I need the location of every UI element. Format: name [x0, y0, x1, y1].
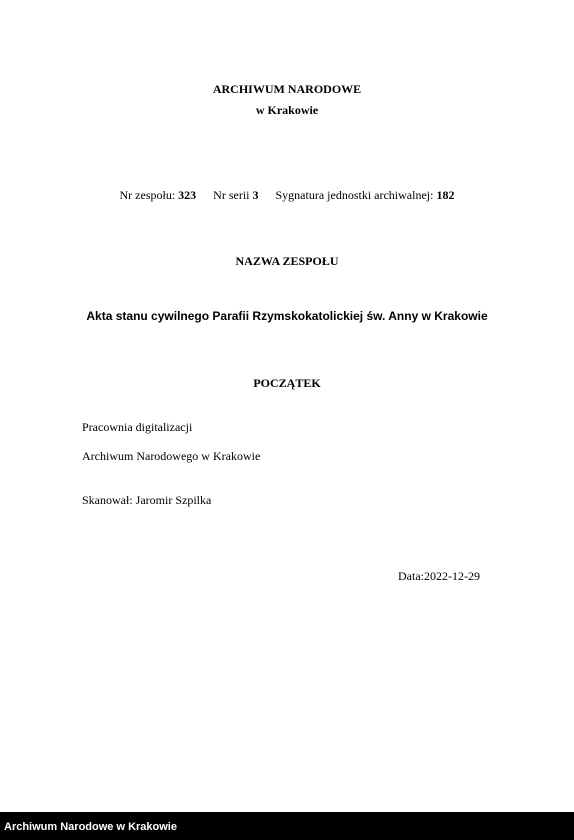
start-heading: POCZĄTEK	[253, 376, 321, 390]
fonds-number-label: Nr zespołu:	[119, 188, 176, 202]
lab-name: Pracownia digitalizacji	[82, 420, 193, 434]
footer-text: Archiwum Narodowe w Krakowie	[4, 821, 177, 833]
scan-date: Data:2022-12-29	[398, 569, 480, 583]
organization-name: Archiwum Narodowego w Krakowie	[82, 449, 261, 463]
unit-signature-value: 182	[436, 188, 455, 202]
identifiers-line	[0, 188, 574, 203]
archive-name: ARCHIWUM NARODOWE	[212, 82, 362, 96]
unit-signature-label: Sygnatura jednostki archiwalnej:	[275, 188, 434, 202]
fonds-title: Akta stanu cywilnego Parafii Rzymskokatolickiej św. Anny w Krakowie	[86, 309, 488, 323]
scanned-by: Skanował: Jaromir Szpilka	[82, 493, 212, 507]
fonds-number-value: 323	[178, 188, 197, 202]
fonds-heading: NAZWA ZESPOŁU	[235, 254, 339, 268]
archive-city: w Krakowie	[255, 103, 319, 117]
series-number-value: 3	[252, 188, 259, 202]
footer-bar	[0, 812, 574, 840]
series-number-label: Nr serii	[213, 188, 250, 202]
